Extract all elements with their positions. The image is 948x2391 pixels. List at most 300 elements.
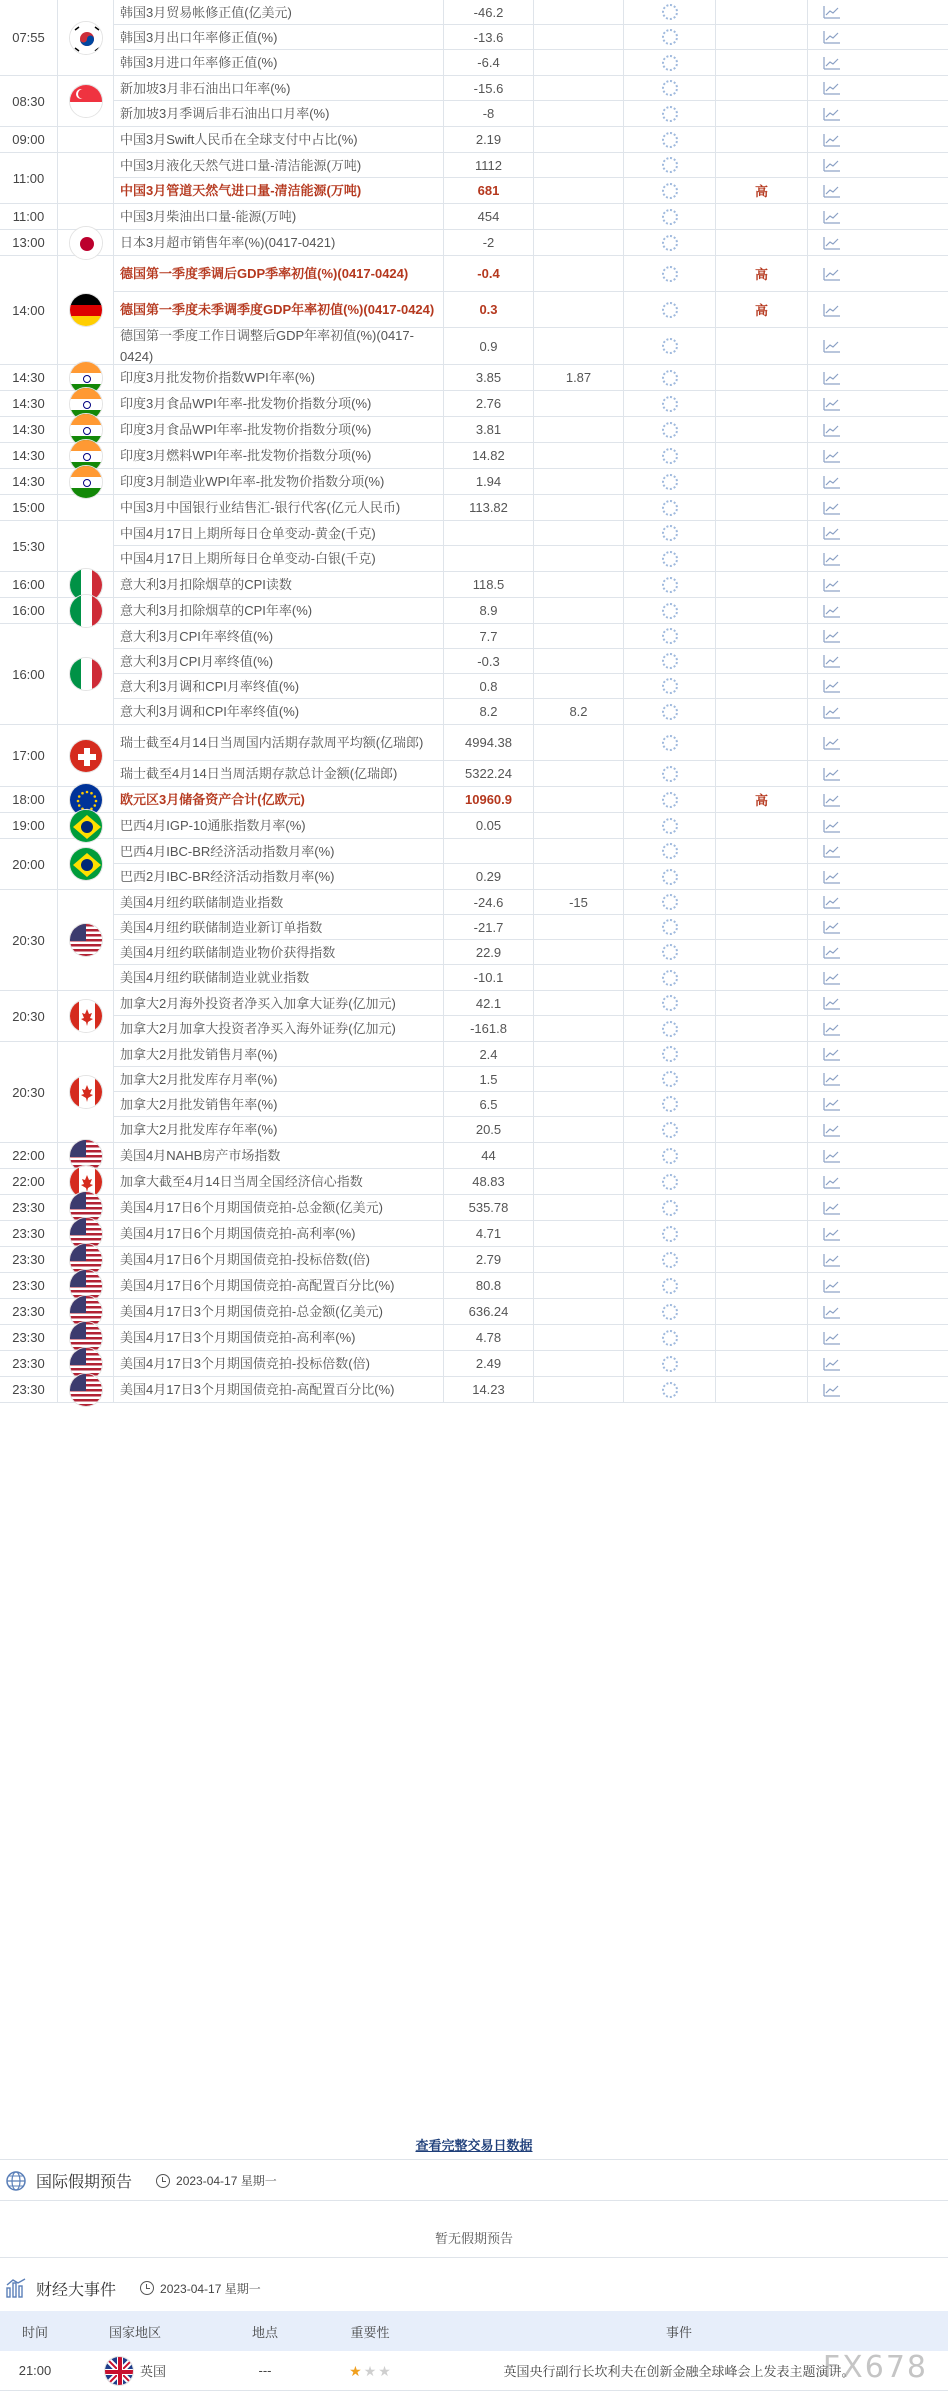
line-chart-icon[interactable] xyxy=(823,303,841,317)
importance xyxy=(716,443,808,468)
chart-link-cell[interactable] xyxy=(808,598,856,623)
forecast-value xyxy=(534,0,624,24)
loading-spinner-icon xyxy=(662,448,678,464)
line-chart-icon[interactable] xyxy=(823,1022,841,1036)
time-group xyxy=(0,230,948,256)
chart-link-cell[interactable] xyxy=(808,725,856,760)
time-group xyxy=(0,1247,948,1273)
forecast-value xyxy=(534,674,624,698)
chart-link-cell[interactable] xyxy=(808,443,856,468)
event-name: 加拿大2月批发销售月率(%) xyxy=(114,1042,444,1066)
forecast-value: -15 xyxy=(534,890,624,914)
chart-link-cell[interactable] xyxy=(808,864,856,889)
line-chart-icon[interactable] xyxy=(823,501,841,515)
italy-flag-icon xyxy=(69,594,103,628)
event-name: 意大利3月调和CPI年率终值(%) xyxy=(114,699,444,724)
line-chart-icon[interactable] xyxy=(823,133,841,147)
loading-spinner-icon xyxy=(662,577,678,593)
importance xyxy=(716,624,808,648)
line-chart-icon[interactable] xyxy=(823,1227,841,1241)
table-row xyxy=(114,674,948,699)
event-name: 德国第一季度季调后GDP季率初值(%)(0417-0424) xyxy=(114,256,444,291)
importance xyxy=(716,495,808,520)
chart-link-cell[interactable] xyxy=(808,76,856,100)
chart-link-cell[interactable] xyxy=(808,204,856,229)
importance xyxy=(716,391,808,416)
chart-link-cell[interactable] xyxy=(808,674,856,698)
actual-value-cell xyxy=(624,890,716,914)
event-name: 新加坡3月季调后非石油出口月率(%) xyxy=(114,101,444,126)
time-group xyxy=(0,991,948,1042)
actual-value-cell xyxy=(624,1325,716,1350)
table-row xyxy=(114,839,948,864)
actual-value-cell xyxy=(624,649,716,673)
table-row xyxy=(114,443,948,468)
previous-value: 636.24 xyxy=(444,1299,534,1324)
actual-value-cell xyxy=(624,1143,716,1168)
chart-link-cell[interactable] xyxy=(808,965,856,990)
loading-spinner-icon xyxy=(662,818,678,834)
chart-link-cell[interactable] xyxy=(808,495,856,520)
event-name: 加拿大2月批发库存年率(%) xyxy=(114,1117,444,1142)
chart-link-cell[interactable] xyxy=(808,0,856,24)
chart-link-cell[interactable] xyxy=(808,1169,856,1194)
importance xyxy=(716,699,808,724)
chart-link-cell[interactable] xyxy=(808,1042,856,1066)
line-chart-icon[interactable] xyxy=(823,870,841,884)
actual-value-cell xyxy=(624,991,716,1015)
line-chart-icon[interactable] xyxy=(823,81,841,95)
event-name: 巴西4月IGP-10通胀指数月率(%) xyxy=(114,813,444,838)
chart-link-cell[interactable] xyxy=(808,1143,856,1168)
actual-value-cell xyxy=(624,178,716,203)
event-name: 中国3月Swift人民币在全球支付中占比(%) xyxy=(114,127,444,152)
previous-value: 14.82 xyxy=(444,443,534,468)
event-time: 23:30 xyxy=(0,1377,58,1402)
table-row xyxy=(114,598,948,623)
event-name: 加拿大2月加拿大投资者净买入海外证券(亿加元) xyxy=(114,1016,444,1041)
importance xyxy=(716,1195,808,1220)
line-chart-icon[interactable] xyxy=(823,819,841,833)
actual-value-cell xyxy=(624,699,716,724)
line-chart-icon[interactable] xyxy=(823,1149,841,1163)
line-chart-icon[interactable] xyxy=(823,552,841,566)
line-chart-icon[interactable] xyxy=(823,1175,841,1189)
time-group xyxy=(0,572,948,598)
event-name: 德国第一季度未季调季度GDP年率初值(%)(0417-0424) xyxy=(114,292,444,327)
chart-link-cell[interactable] xyxy=(808,417,856,442)
time-group xyxy=(0,153,948,204)
previous-value: -6.4 xyxy=(444,50,534,75)
line-chart-icon[interactable] xyxy=(823,30,841,44)
loading-spinner-icon xyxy=(662,1252,678,1268)
forecast-value xyxy=(534,1273,624,1298)
event-name: 新加坡3月非石油出口年率(%) xyxy=(114,76,444,100)
loading-spinner-icon xyxy=(662,396,678,412)
south-korea-flag-icon xyxy=(69,21,103,55)
line-chart-icon[interactable] xyxy=(823,679,841,693)
previous-value: 0.05 xyxy=(444,813,534,838)
line-chart-icon[interactable] xyxy=(823,844,841,858)
line-chart-icon[interactable] xyxy=(823,1047,841,1061)
line-chart-icon[interactable] xyxy=(823,1383,841,1397)
japan-flag-icon xyxy=(69,226,103,260)
line-chart-icon[interactable] xyxy=(823,1253,841,1267)
italy-flag-icon xyxy=(69,657,103,691)
chart-link-cell[interactable] xyxy=(808,787,856,812)
chart-link-cell[interactable] xyxy=(808,1067,856,1091)
chart-link-cell[interactable] xyxy=(808,699,856,724)
chart-link-cell[interactable] xyxy=(808,292,856,327)
chart-link-cell[interactable] xyxy=(808,469,856,494)
time-group xyxy=(0,443,948,469)
col-region: 国家地区 xyxy=(108,2324,161,2340)
forecast-value xyxy=(534,1299,624,1324)
chart-link-cell[interactable] xyxy=(808,1016,856,1041)
importance xyxy=(716,725,808,760)
previous-value: 8.2 xyxy=(444,699,534,724)
actual-value-cell xyxy=(624,127,716,152)
importance xyxy=(716,1273,808,1298)
previous-value: 118.5 xyxy=(444,572,534,597)
event-time: 14:00 xyxy=(0,256,58,364)
chart-link-cell[interactable] xyxy=(808,890,856,914)
chart-link-cell[interactable] xyxy=(808,839,856,863)
line-chart-icon[interactable] xyxy=(823,526,841,540)
event-time: 23:30 xyxy=(0,1273,58,1298)
table-row xyxy=(114,101,948,126)
importance xyxy=(716,1143,808,1168)
loading-spinner-icon xyxy=(662,843,678,859)
events-title: 财经大事件 xyxy=(36,2281,117,2299)
importance xyxy=(716,1117,808,1142)
line-chart-icon[interactable] xyxy=(823,5,841,19)
chart-link-cell[interactable] xyxy=(808,624,856,648)
time-group xyxy=(0,1143,948,1169)
previous-value: -13.6 xyxy=(444,25,534,49)
time-group xyxy=(0,365,948,391)
chart-link-cell[interactable] xyxy=(808,546,856,571)
line-chart-icon[interactable] xyxy=(823,1123,841,1137)
chart-link-cell[interactable] xyxy=(808,1377,856,1402)
holiday-section-header xyxy=(0,2161,948,2201)
line-chart-icon[interactable] xyxy=(823,397,841,411)
event-row xyxy=(0,2351,948,2391)
canada-flag-icon xyxy=(69,1075,103,1109)
chart-link-cell[interactable] xyxy=(808,1195,856,1220)
line-chart-icon[interactable] xyxy=(823,210,841,224)
table-row xyxy=(114,0,948,25)
line-chart-icon[interactable] xyxy=(823,1357,841,1371)
table-row xyxy=(114,649,948,674)
event-name: 美国4月17日6个月期国债竞拍-高配置百分比(%) xyxy=(114,1273,444,1298)
event-name: 意大利3月CPI年率终值(%) xyxy=(114,624,444,648)
importance xyxy=(716,991,808,1015)
table-row xyxy=(114,1169,948,1194)
line-chart-icon[interactable] xyxy=(823,578,841,592)
importance: 高 xyxy=(716,787,808,812)
event-name: 印度3月食品WPI年率-批发物价指数分项(%) xyxy=(114,391,444,416)
line-chart-icon[interactable] xyxy=(823,267,841,281)
chart-link-cell[interactable] xyxy=(808,761,856,786)
line-chart-icon[interactable] xyxy=(823,475,841,489)
previous-value: 2.4 xyxy=(444,1042,534,1066)
uk-flag-icon xyxy=(104,2356,134,2386)
chart-link-cell[interactable] xyxy=(808,940,856,964)
flag-cell xyxy=(58,813,114,838)
line-chart-icon[interactable] xyxy=(823,604,841,618)
event-time: 20:30 xyxy=(0,991,58,1041)
table-row xyxy=(114,725,948,761)
previous-value: 10960.9 xyxy=(444,787,534,812)
line-chart-icon[interactable] xyxy=(823,1279,841,1293)
chart-link-cell[interactable] xyxy=(808,1273,856,1298)
line-chart-icon[interactable] xyxy=(823,1331,841,1345)
chart-link-cell[interactable] xyxy=(808,521,856,545)
loading-spinner-icon xyxy=(662,735,678,751)
event-name: 加拿大2月海外投资者净买入加拿大证券(亿加元) xyxy=(114,991,444,1015)
forecast-value xyxy=(534,991,624,1015)
table-row xyxy=(114,1143,948,1168)
forecast-value xyxy=(534,469,624,494)
event-name: 瑞士截至4月14日当周国内活期存款周平均额(亿瑞郎) xyxy=(114,725,444,760)
importance xyxy=(716,50,808,75)
table-row xyxy=(114,50,948,75)
line-chart-icon[interactable] xyxy=(823,705,841,719)
importance xyxy=(716,915,808,939)
line-chart-icon[interactable] xyxy=(823,971,841,985)
chart-link-cell[interactable] xyxy=(808,127,856,152)
chart-link-cell[interactable] xyxy=(808,649,856,673)
forecast-value xyxy=(534,391,624,416)
chart-link-cell[interactable] xyxy=(808,1247,856,1272)
line-chart-icon[interactable] xyxy=(823,920,841,934)
actual-value-cell xyxy=(624,328,716,364)
line-chart-icon[interactable] xyxy=(823,895,841,909)
actual-value-cell xyxy=(624,1221,716,1246)
previous-value: 42.1 xyxy=(444,991,534,1015)
time-group xyxy=(0,1221,948,1247)
time-group xyxy=(0,256,948,365)
line-chart-icon[interactable] xyxy=(823,793,841,807)
line-chart-icon[interactable] xyxy=(823,56,841,70)
forecast-value xyxy=(534,230,624,255)
table-row xyxy=(114,495,948,520)
flag-cell xyxy=(58,153,114,203)
events-table-header xyxy=(0,2311,948,2351)
loading-spinner-icon xyxy=(662,894,678,910)
event-time: 14:30 xyxy=(0,417,58,442)
previous-value: 681 xyxy=(444,178,534,203)
chart-link-cell[interactable] xyxy=(808,1299,856,1324)
chart-link-cell[interactable] xyxy=(808,1117,856,1142)
chart-link-cell[interactable] xyxy=(808,915,856,939)
actual-value-cell xyxy=(624,813,716,838)
actual-value-cell xyxy=(624,787,716,812)
loading-spinner-icon xyxy=(662,1382,678,1398)
time-group xyxy=(0,127,948,153)
table-row xyxy=(114,699,948,724)
event-time: 08:30 xyxy=(0,76,58,126)
chart-link-cell[interactable] xyxy=(808,391,856,416)
flag-cell xyxy=(58,839,114,889)
chart-link-cell[interactable] xyxy=(808,101,856,126)
previous-value: 0.29 xyxy=(444,864,534,889)
chart-link-cell[interactable] xyxy=(808,50,856,75)
actual-value-cell xyxy=(624,417,716,442)
table-row xyxy=(114,1325,948,1350)
loading-spinner-icon xyxy=(662,1200,678,1216)
line-chart-icon[interactable] xyxy=(823,158,841,172)
line-chart-icon[interactable] xyxy=(823,423,841,437)
loading-spinner-icon xyxy=(662,1356,678,1372)
event-name: 美国4月纽约联储制造业新订单指数 xyxy=(114,915,444,939)
loading-spinner-icon xyxy=(662,603,678,619)
forecast-value xyxy=(534,1221,624,1246)
line-chart-icon[interactable] xyxy=(823,107,841,121)
loading-spinner-icon xyxy=(662,1046,678,1062)
event-time: 23:30 xyxy=(0,1299,58,1324)
event-place: --- xyxy=(258,2363,272,2378)
chart-link-cell[interactable] xyxy=(808,178,856,203)
chart-link-cell[interactable] xyxy=(808,1092,856,1116)
table-row xyxy=(114,1247,948,1272)
event-time: 16:00 xyxy=(0,572,58,597)
actual-value-cell xyxy=(624,546,716,571)
forecast-value xyxy=(534,761,624,786)
forecast-value xyxy=(534,521,624,545)
line-chart-icon[interactable] xyxy=(823,996,841,1010)
table-row xyxy=(114,25,948,50)
view-full-data-link[interactable]: 查看完整交易日数据 xyxy=(415,2138,533,2153)
event-name: 美国4月17日3个月期国债竞拍-投标倍数(倍) xyxy=(114,1351,444,1376)
line-chart-icon[interactable] xyxy=(823,1305,841,1319)
previous-value: 44 xyxy=(444,1143,534,1168)
loading-spinner-icon xyxy=(662,1226,678,1242)
col-importance: 重要性 xyxy=(350,2324,390,2340)
event-name: 日本3月超市销售年率(%)(0417-0421) xyxy=(114,230,444,255)
chart-link-cell[interactable] xyxy=(808,230,856,255)
line-chart-icon[interactable] xyxy=(823,767,841,781)
line-chart-icon[interactable] xyxy=(823,1072,841,1086)
chart-link-cell[interactable] xyxy=(808,365,856,390)
previous-value: 0.9 xyxy=(444,328,534,364)
table-row xyxy=(114,572,948,597)
chart-link-cell[interactable] xyxy=(808,1221,856,1246)
forecast-value xyxy=(534,649,624,673)
flag-cell xyxy=(58,624,114,724)
usa-flag-icon xyxy=(69,923,103,957)
event-time: 18:00 xyxy=(0,787,58,812)
line-chart-icon[interactable] xyxy=(823,449,841,463)
line-chart-icon[interactable] xyxy=(823,1201,841,1215)
chart-link-cell[interactable] xyxy=(808,1351,856,1376)
actual-value-cell xyxy=(624,204,716,229)
line-chart-icon[interactable] xyxy=(823,736,841,750)
event-time: 11:00 xyxy=(0,153,58,203)
time-group xyxy=(0,469,948,495)
event-name: 意大利3月扣除烟草的CPI年率(%) xyxy=(114,598,444,623)
actual-value-cell xyxy=(624,1117,716,1142)
line-chart-icon[interactable] xyxy=(823,945,841,959)
chart-link-cell[interactable] xyxy=(808,572,856,597)
flag-cell xyxy=(58,521,114,571)
chart-link-cell[interactable] xyxy=(808,25,856,49)
table-row xyxy=(114,204,948,229)
forecast-value xyxy=(534,624,624,648)
actual-value-cell xyxy=(624,940,716,964)
event-time: 23:30 xyxy=(0,1195,58,1220)
clock-icon xyxy=(140,2281,154,2295)
actual-value-cell xyxy=(624,25,716,49)
germany-flag-icon xyxy=(69,293,103,327)
line-chart-icon[interactable] xyxy=(823,654,841,668)
time-group xyxy=(0,1195,948,1221)
actual-value-cell xyxy=(624,153,716,177)
event-time: 20:30 xyxy=(0,1042,58,1142)
importance xyxy=(716,965,808,990)
line-chart-icon[interactable] xyxy=(823,1097,841,1111)
event-name: 加拿大2月批发销售年率(%) xyxy=(114,1092,444,1116)
table-row xyxy=(114,1195,948,1220)
chart-link-cell[interactable] xyxy=(808,813,856,838)
importance-stars xyxy=(330,2364,410,2378)
event-name: 瑞士截至4月14日当周活期存款总计金额(亿瑞郎) xyxy=(114,761,444,786)
line-chart-icon[interactable] xyxy=(823,236,841,250)
line-chart-icon[interactable] xyxy=(823,371,841,385)
previous-value: 2.76 xyxy=(444,391,534,416)
importance xyxy=(716,127,808,152)
chart-link-cell[interactable] xyxy=(808,991,856,1015)
table-row xyxy=(114,292,948,328)
flag-cell xyxy=(58,598,114,623)
time-group xyxy=(0,1325,948,1351)
forecast-value xyxy=(534,839,624,863)
loading-spinner-icon xyxy=(662,704,678,720)
actual-value-cell xyxy=(624,674,716,698)
chart-link-cell[interactable] xyxy=(808,328,856,364)
loading-spinner-icon xyxy=(662,792,678,808)
forecast-value: 8.2 xyxy=(534,699,624,724)
previous-value: 535.78 xyxy=(444,1195,534,1220)
forecast-value xyxy=(534,1016,624,1041)
event-time: 22:00 xyxy=(0,1143,58,1168)
chart-link-cell[interactable] xyxy=(808,256,856,291)
importance xyxy=(716,649,808,673)
holiday-empty-message: 暂无假期预告 xyxy=(0,2218,948,2258)
time-group xyxy=(0,391,948,417)
event-name: 中国3月中国银行业结售汇-银行代客(亿元人民币) xyxy=(114,495,444,520)
forecast-value xyxy=(534,725,624,760)
chart-link-cell[interactable] xyxy=(808,153,856,177)
time-group xyxy=(0,839,948,890)
event-time: 17:00 xyxy=(0,725,58,786)
event-time: 14:30 xyxy=(0,365,58,390)
line-chart-icon[interactable] xyxy=(823,184,841,198)
loading-spinner-icon xyxy=(662,1096,678,1112)
loading-spinner-icon xyxy=(662,1278,678,1294)
line-chart-icon[interactable] xyxy=(823,629,841,643)
col-place: 地点 xyxy=(251,2324,278,2340)
table-row xyxy=(114,469,948,494)
line-chart-icon[interactable] xyxy=(823,339,841,353)
table-row xyxy=(114,813,948,838)
event-time: 14:30 xyxy=(0,469,58,494)
chart-link-cell[interactable] xyxy=(808,1325,856,1350)
actual-value-cell xyxy=(624,365,716,390)
loading-spinner-icon xyxy=(662,653,678,669)
importance xyxy=(716,153,808,177)
